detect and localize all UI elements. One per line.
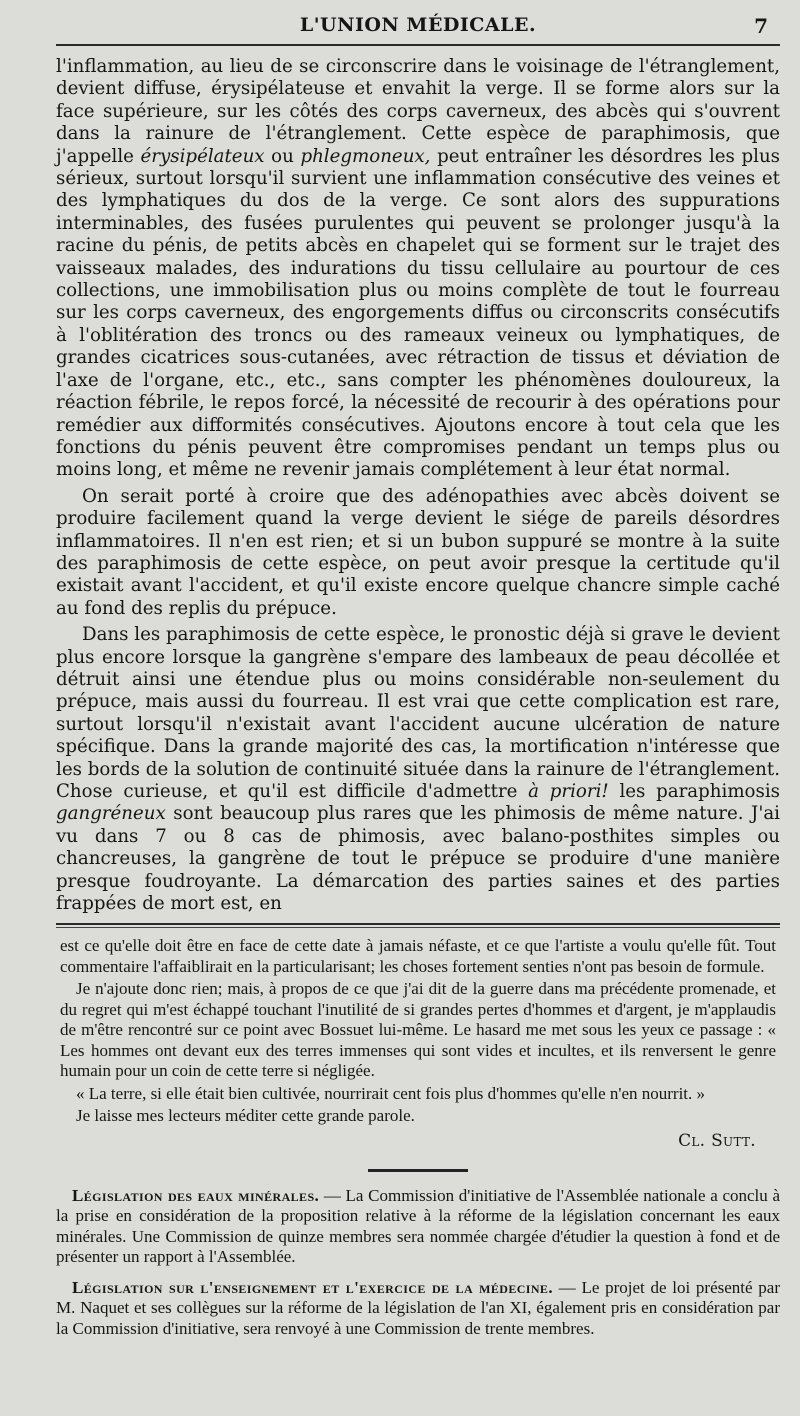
page-header <box>56 0 780 44</box>
feuilleton-section <box>56 936 780 1151</box>
news-item-text: — Le projet de loi présenté par M. Naquet et ses collègues sur la réforme de la législation de l'an XI, également pris en considération par la Commission d'initiative, sera renvoyé à une Commission de trente membres. <box>56 1277 781 1338</box>
news-section <box>56 1186 780 1340</box>
news-item <box>56 1278 780 1340</box>
feuilleton-paragraph-1: est ce qu'elle doit être en face de cette date à jamais néfaste, et ce que l'artiste a voulu qu'elle fût. Tout commentaire l'affaiblirait en la particularisant; les choses fortement senties n'ont pas besoin de formule. <box>60 936 776 976</box>
news-item-lead: Législation des eaux minérales. <box>72 1185 320 1205</box>
article-paragraph-3: Dans les paraphimosis de cette espèce, le pronostic déjà si grave le devient plus encore lorsque la gangrène s'empare des lambeaux de peau décollée et détruit ainsi une étendue plus ou moins considérable non-seulement du prépuce, mais aussi du fourreau. Il est vrai que cette complication est rare, surtout lorsqu'il n'existait avant l'accident aucune ulcération de nature spécifique. Dans la grande majorité des cas, la mortification n'intéresse que les bords de la solution de continuité située dans la rainure de l'étranglement. Chose curieuse, et qu'il est difficile d'admettre à priori! les paraphimosis gangréneux sont beaucoup plus rares que les phimosis de même nature. J'ai vu dans 7 ou 8 cas de phimosis, avec balano-posthites simples ou chancreuses, la gangrène de tout le prépuce se produire d'une manière presque foudroyante. La démarcation des parties saines et des parties frappées de mort est, en <box>56 624 780 915</box>
main-article <box>56 56 780 915</box>
feuilleton-paragraph-2: Je n'ajoute donc rien; mais, à propos de ce que j'ai dit de la guerre dans ma précédente promenade, et du regret qui m'est échappé touchant l'inutilité de si grandes pertes d'hommes et d'argent, je m'applaudis de m'être rencontré sur ce point avec Bossuet lui-même. Le hasard me met sous les yeux ce passage : « Les hommes ont devant eux des terres immenses qui sont vides et incultes, et ils renversent le genre humain pour un coin de cette terre si négligée. <box>60 979 776 1081</box>
italic-term: érysipélateux <box>140 145 265 167</box>
header-rule <box>56 44 780 46</box>
italic-term: phlegmoneux, <box>300 145 431 167</box>
article-paragraph-2: On serait porté à croire que des adénopathies avec abcès doivent se produire facilement quand la verge devient le siége de pareils désordres inflammatoires. Il n'en est rien; et si un bubon suppuré se montre à la suite des paraphimosis de cette espèce, on peut avoir presque la certitude qu'il existait avant l'accident, et qu'il existe encore quelque chancre simple caché au fond des replis du prépuce. <box>56 485 780 619</box>
feuilleton-paragraph-4: Je laisse mes lecteurs méditer cette grande parole. <box>76 1106 415 1126</box>
italic-term: à priori! <box>528 781 609 802</box>
feuilleton-rule <box>56 923 780 925</box>
feuilleton-rule-thin <box>56 927 780 928</box>
signature: Cl. Sutt. <box>678 1130 756 1151</box>
page-number: 7 <box>754 14 768 38</box>
news-item-lead: Législation sur l'enseignement et l'exercice de la médecine. <box>72 1277 553 1297</box>
feuilleton-paragraph-3: « La terre, si elle était bien cultivée, nourrirait cent fois plus d'hommes qu'elle n'en nourrit. » <box>76 1083 706 1103</box>
article-paragraph-1: l'inflammation, au lieu de se circonscrire dans le voisinage de l'étranglement, devient diffuse, érysipélateuse et envahit la verge. Il se forme alors sur la face supérieure, sur les côtés des corps caverneux, des abcès qui s'ouvrent dans la rainure de l'étranglement. Cette espèce de paraphimosis, que j'appelle érysipélateux ou phlegmoneux, peut entraîner les désordres les plus sérieux, surtout lorsqu'il survient une inflammation consécutive des veines et des lymphatiques du dos de la verge. Ce sont alors des suppurations interminables, des fusées purulentes qui peuvent se prolonger jusqu'à la racine du pénis, de petits abcès en chapelet qui se forment sur le trajet des vaisseaux malades, des indurations du tissu cellulaire au pourtour de ces collections, une immobilisation plus ou moins complète de tout le fourreau sur les corps caverneux, des engorgements diffus ou circonscrits consécutifs à l'oblitération des troncs ou des rameaux veineux ou lymphatiques, de grandes cicatrices sous-cutanées, avec rétraction de tissus et déviation de l'axe de l'organe, etc., etc., sans compter les phénomènes douloureux, la réaction fébrile, le repos forcé, la nécessité de recourir à des opérations pour remédier aux difformités consécutives. Ajoutons encore à tout cela que les fonctions du pénis peuvent être compromises pendant un temps plus ou moins long, et même ne revenir jamais complétement à leur état normal. <box>56 56 780 481</box>
italic-term: gangréneux <box>56 803 166 825</box>
section-divider <box>368 1169 468 1172</box>
news-item <box>56 1186 780 1268</box>
running-title: L'UNION MÉDICALE. <box>299 14 537 36</box>
news-item-text: — La Commission d'initiative de l'Assemblée nationale a conclu à la prise en considération de la proposition relative à la réforme de la législation concernant les eaux minérales. Une Commission de quinze membres sera nommée chargée d'étudier la question à fond et de présenter un rapport à l'Assemblée. <box>56 1185 780 1267</box>
